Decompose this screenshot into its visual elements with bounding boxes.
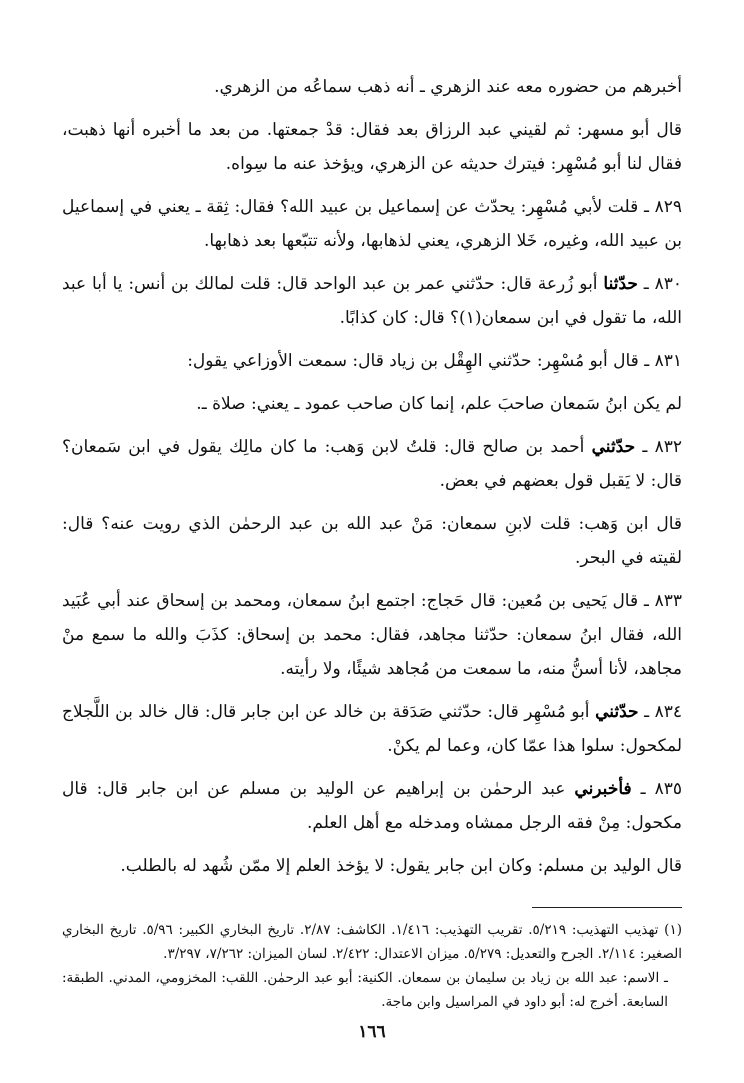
text-paragraph bbox=[62, 113, 682, 181]
paragraph-text: عبد الرحمٰن بن إبراهيم عن الوليد بن مسلم عن ابن جابر قال: قال مكحول: مِنْ فقه الرجل ممشاه ومدخله مع أهل العلم. bbox=[62, 779, 682, 833]
entry-number: ٨٣٤ ـ bbox=[644, 702, 683, 722]
text-paragraph bbox=[62, 387, 682, 421]
page-number: ١٦٦ bbox=[358, 1022, 386, 1042]
chain-keyword: حدّثني bbox=[591, 437, 636, 457]
text-paragraph bbox=[62, 849, 682, 883]
text-paragraph bbox=[62, 70, 682, 104]
numbered-entry bbox=[62, 695, 682, 763]
entry-number: ٨٣٣ ـ bbox=[643, 591, 683, 611]
paragraph-text: قال يَحيى بن مُعين: قال حَجاج: اجتمع ابنُ سمعان، ومحمد بن إسحاق عند أبي عُبَيد الله، فقال ابنُ سمعان: حدّثنا مجاهد، فقال: محمد بن إسحاق: كذَبَ والله ما سمع منْ مجاهد، لأنا أسنُّ منه، ما سمعت من مُجاهد شيئًا، ولا رأيته. bbox=[62, 591, 682, 679]
paragraph-text: أبو زُرعة قال: حدّثني عمر بن عبد الواحد قال: قلت لمالك بن أنس: يا أبا عبد الله، ما تقول في ابن سمعان(١)؟ قال: كان كذابًا. bbox=[62, 274, 682, 328]
entry-number: ٨٣٠ ـ bbox=[643, 274, 683, 294]
paragraph-text: قال أبو مسهر: ثم لقيني عبد الرزاق بعد فقال: قدْ جمعتها. من بعد ما أخبره أنها ذهبت، فقال لنا أبو مُسْهِر: فيترك حديثه عن الزهري، ويؤخذ عنه ما سِواه. bbox=[62, 120, 682, 174]
paragraph-text: أحمد بن صالح قال: قلتُ لابن وَهب: ما كان مالِك يقول في ابن سَمعان؟ قال: لا يَقبل قول بعضهم في بعض. bbox=[62, 437, 682, 491]
entry-number: ٨٢٩ ـ bbox=[643, 197, 683, 217]
footnote-divider bbox=[532, 907, 682, 908]
chain-keyword: حدّثني bbox=[595, 702, 639, 722]
paragraph-text: قال الوليد بن مسلم: وكان ابن جابر يقول: لا يؤخذ العلم إلا ممّن شُهد له بالطلب. bbox=[120, 856, 682, 876]
numbered-entry bbox=[62, 344, 682, 378]
paragraph-text: لم يكن ابنُ سَمعان صاحبَ علم، إنما كان صاحب عمود ـ يعني: صلاة ـ. bbox=[196, 394, 682, 414]
entry-number: ٨٣٢ ـ bbox=[642, 437, 682, 457]
main-text bbox=[62, 70, 682, 883]
paragraph-text: قال ابن وَهب: قلت لابنِ سمعان: مَنْ عبد الله بن عبد الرحمٰن الذي رويت عنه؟ قال: لقيته في البحر. bbox=[62, 514, 682, 568]
footnotes bbox=[62, 918, 682, 1014]
chain-keyword: فأخبرني bbox=[574, 779, 632, 799]
paragraph-text: أبو مُسْهِر قال: حدّثني صَدَقة بن خالد عن ابن جابر قال: قال خالد بن اللَّجلاج لمكحول: سلوا هذا عمّا كان، وعما لم يكنْ. bbox=[62, 702, 682, 756]
numbered-entry bbox=[62, 584, 682, 686]
numbered-entry bbox=[62, 190, 682, 258]
footnote: ـ الاسم: عبد الله بن زياد بن سليمان بن سمعان. الكنية: أبو عبد الرحمٰن. اللقب: المخزومي، المدني. الطبقة: السابعة. أخرج له: أبو داود في المراسيل وابن ماجة. bbox=[62, 970, 668, 1010]
paragraph-text: قلت لأبي مُسْهِر: يحدّث عن إسماعيل بن عبيد الله؟ فقال: ثِقة ـ يعني في إسماعيل بن عبيد الله، وغيره، خَلا الزهري، يعني لذهابها، ولأنه تتبّعها بعد ذهابها. bbox=[62, 197, 682, 251]
entry-number: ٨٣٥ ـ bbox=[640, 779, 682, 799]
text-paragraph bbox=[62, 507, 682, 575]
numbered-entry bbox=[62, 430, 682, 498]
footnote: (١) تهذيب التهذيب: ٥/٢١٩. تقريب التهذيب: ١/٤١٦. الكاشف: ٢/٨٧. تاريخ البخاري الكبير: ٥/٩٦. تاريخ البخاري الصغير: ٢/١١٤. الجرح والتعديل: ٥/٢٧٩. ميزان الاعتدال: ٢/٤٢٢. لسان الميزان: ٧/٢٦٢، ٣/٢٩٧. bbox=[62, 922, 682, 962]
chain-keyword: حدّثنا bbox=[603, 274, 638, 294]
numbered-entry bbox=[62, 267, 682, 335]
paragraph-text: قال أبو مُسْهِر: حدّثني الهِقْل بن زياد قال: سمعت الأوزاعي يقول: bbox=[187, 351, 639, 371]
numbered-entry bbox=[62, 772, 682, 840]
paragraph-text: أخبرهم من حضوره معه عند الزهري ـ أنه ذهب سماعُه من الزهري. bbox=[214, 77, 682, 97]
entry-number: ٨٣١ ـ bbox=[644, 351, 682, 371]
